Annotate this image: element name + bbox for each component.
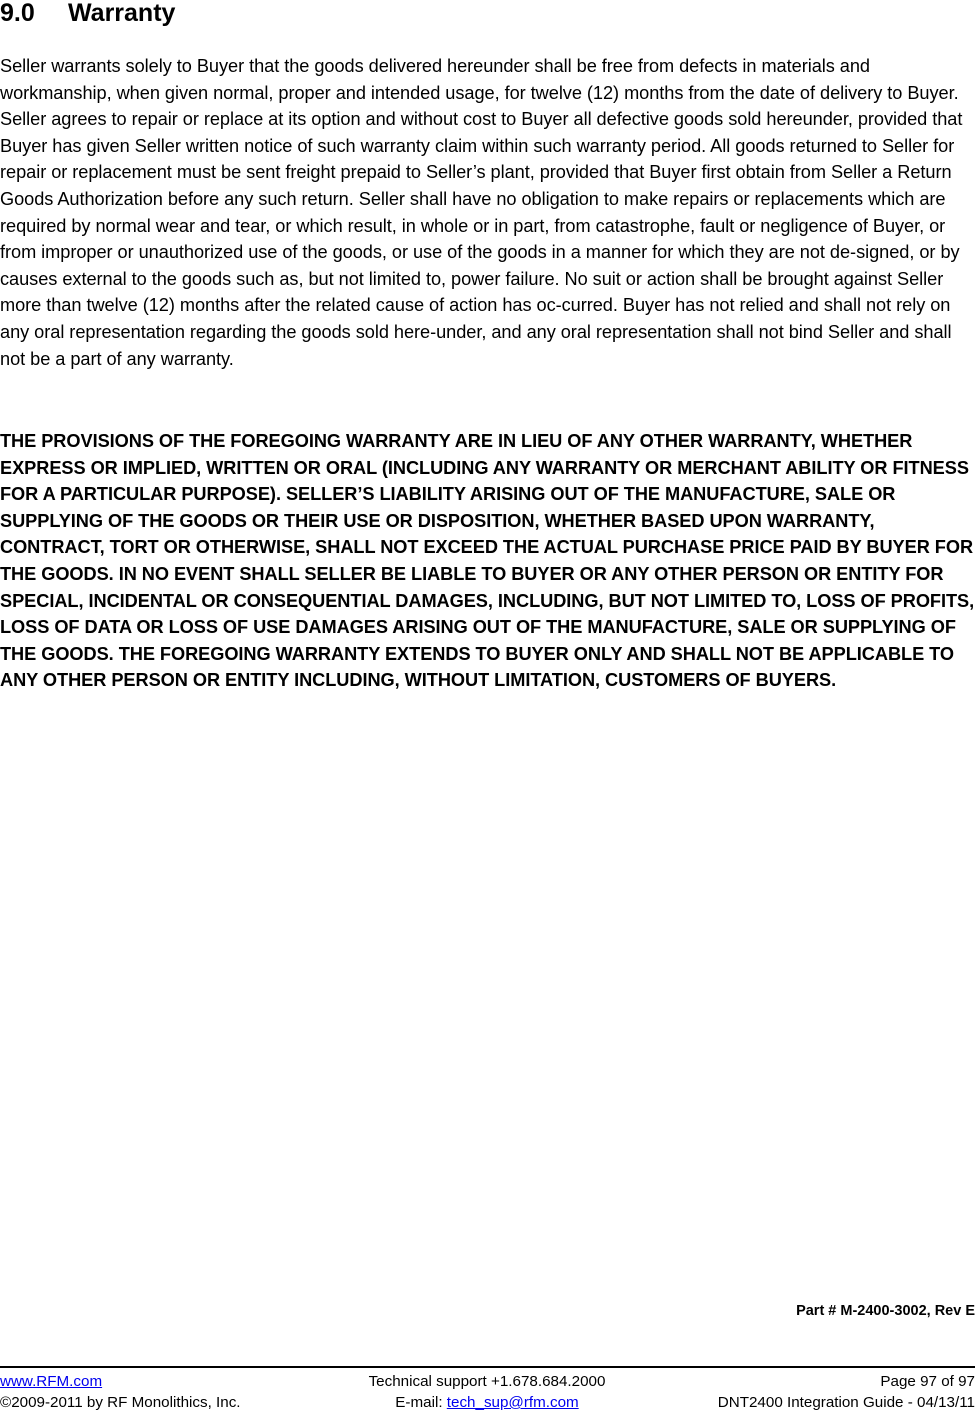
part-number: Part # M-2400-3002, Rev E — [796, 1303, 975, 1319]
guide-title: DNT2400 Integration Guide - 04/13/11 — [717, 1394, 975, 1411]
footer-row-bottom — [0, 1393, 975, 1413]
page-number: Page 97 of 97 — [880, 1373, 975, 1390]
email-link[interactable]: tech_sup@rfm.com — [446, 1394, 579, 1411]
section-title: Warranty — [68, 0, 176, 27]
footer-divider — [0, 1366, 975, 1368]
email-label: E-mail: — [395, 1394, 447, 1411]
warranty-disclaimer-paragraph: THE PROVISIONS OF THE FOREGOING WARRANTY ARE IN LIEU OF ANY OTHER WARRANTY, WHETHER EXPRESS OR IMPLIED, WRITTEN OR ORAL (INCLUDING ANY WARRANTY OR MERCHANT ABILITY OR FITNESS FOR A PARTICULAR PURPOSE). SELLER’S LIABILITY ARISING OUT OF THE MANUFACTURE, SALE OR SUPPLYING OF THE GOODS OR THEIR USE OR DISPOSITION, WHETHER BASED UPON WARRANTY, CONTRACT, TORT OR OTHERWISE, SHALL NOT EXCEED THE ACTUAL PURCHASE PRICE PAID BY BUYER FOR THE GOODS. IN NO EVENT SHALL SELLER BE LIABLE TO BUYER OR ANY OTHER PERSON OR ENTITY FOR SPECIAL, INCIDENTAL OR CONSEQUENTIAL DAMAGES, INCLUDING, BUT NOT LIMITED TO, LOSS OF PROFITS, LOSS OF DATA OR LOSS OF USE DAMAGES ARISING OUT OF THE MANUFACTURE, SALE OR SUPPLYING OF THE GOODS. THE FOREGOING WARRANTY EXTENDS TO BUYER ONLY AND SHALL NOT BE APPLICABLE TO ANY OTHER PERSON OR ENTITY INCLUDING, WITHOUT LIMITATION, CUSTOMERS OF BUYERS. — [0, 431, 975, 691]
copyright: ©2009-2011 by RF Monolithics, Inc. — [0, 1394, 241, 1411]
support-phone: Technical support +1.678.684.2000 — [368, 1373, 606, 1390]
support-email — [395, 1393, 578, 1413]
footer-row-top — [0, 1372, 975, 1392]
section-number: 9.0 — [0, 0, 35, 27]
website-link[interactable]: www.RFM.com — [0, 1373, 103, 1390]
section-heading — [0, 0, 175, 29]
warranty-paragraph: Seller warrants solely to Buyer that the goods delivered hereunder shall be free from defects in materials and workmanship, when given normal, proper and intended usage, for twelve (12) months from the date of delivery to Buyer. Seller agrees to repair or replace at its option and without cost to Buyer all defective goods sold hereunder, provided that Buyer has given Seller written notice of such warranty claim within such warranty period. All goods returned to Seller for repair or replacement must be sent freight prepaid to Seller’s plant, provided that Buyer first obtain from Seller a Return Goods Authorization before any such return. Seller shall have no obligation to make repairs or replacements which are required by normal wear and tear, or which result, in whole or in part, from catastrophe, fault or negligence of Buyer, or from improper or unauthorized use of the goods, or use of the goods in a manner for which they are not de-signed, or by causes external to the goods such as, but not limited to, power failure. No suit or action shall be brought against Seller more than twelve (12) months after the related cause of action has oc-curred. Buyer has not relied and shall not rely on any oral representation regarding the goods sold here-under, and any oral representation shall not bind Seller and shall not be a part of any warranty. — [0, 56, 963, 369]
